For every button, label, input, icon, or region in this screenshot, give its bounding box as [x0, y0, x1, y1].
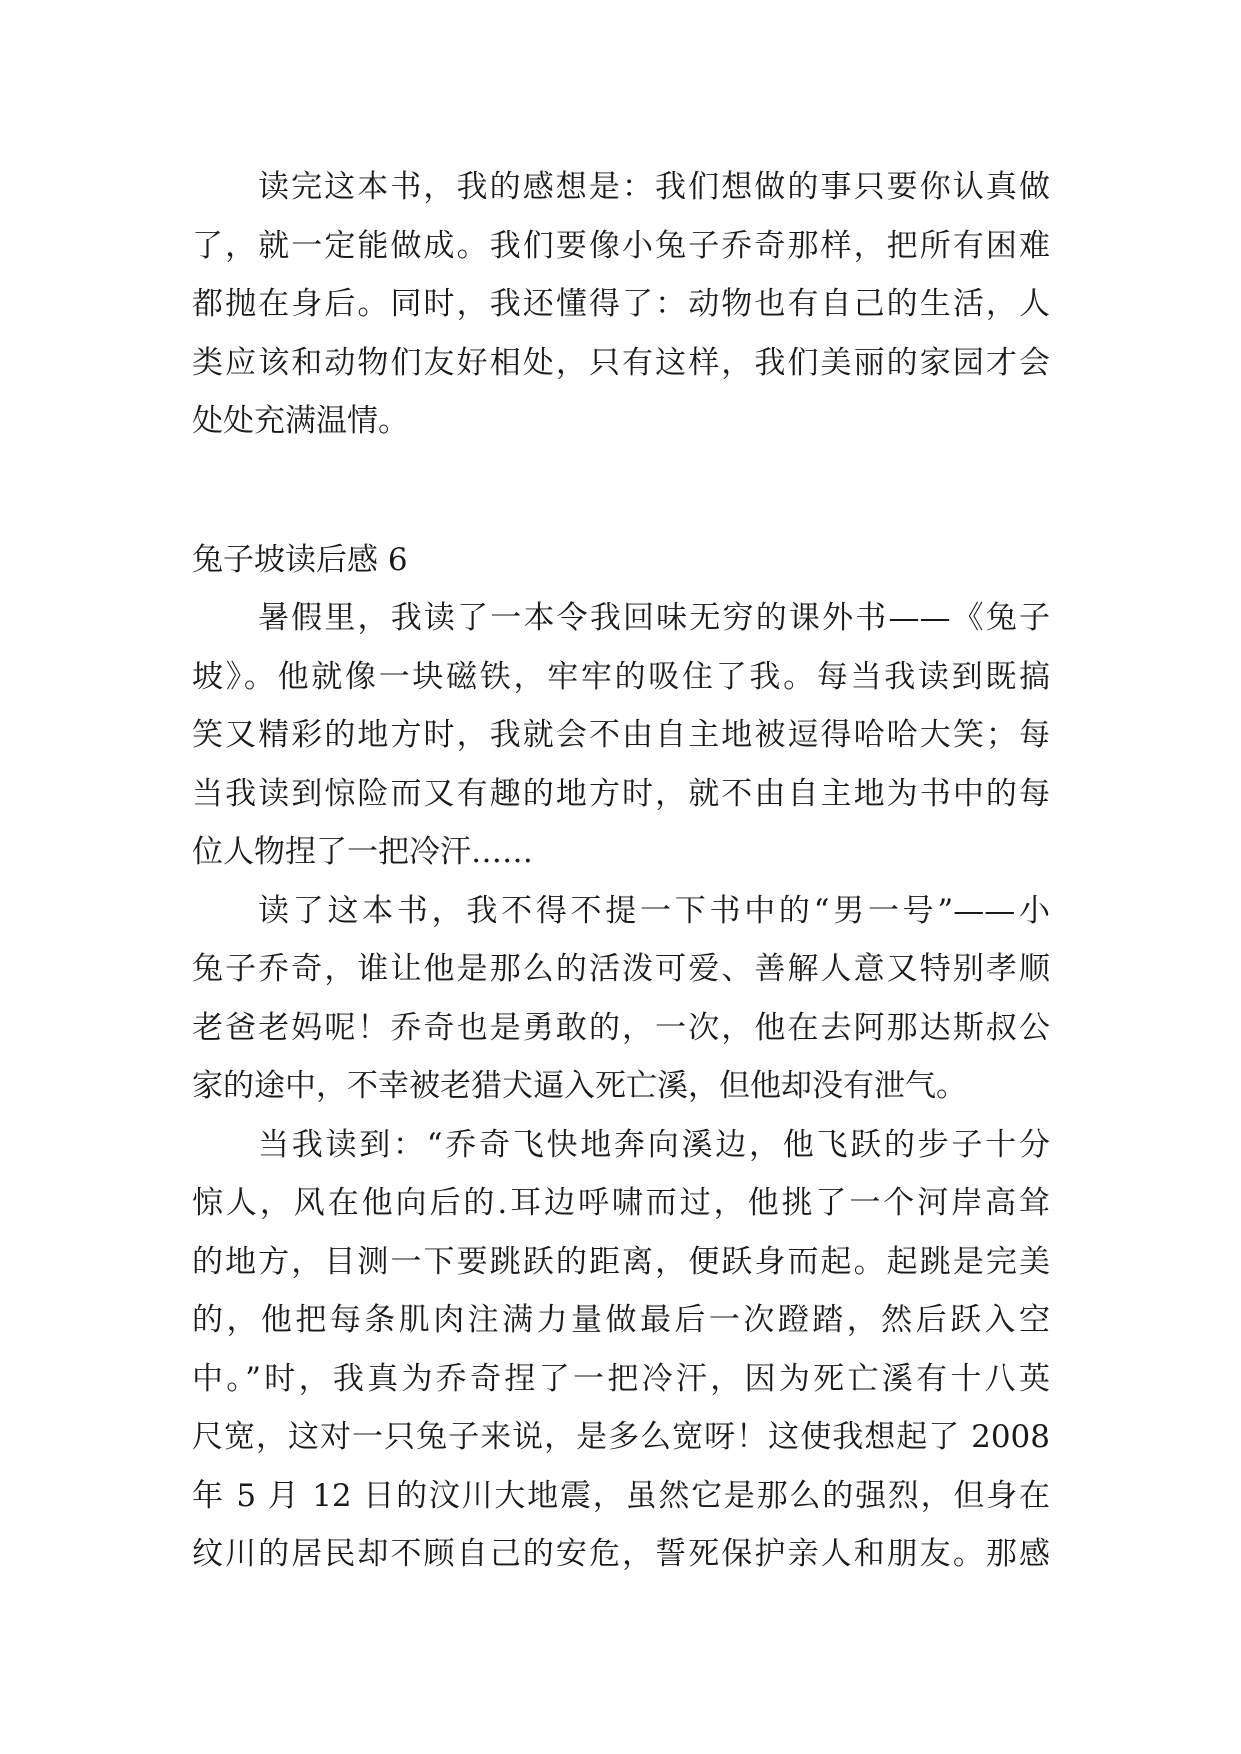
- paragraph-conclusion: [192, 158, 1050, 451]
- text-line: 坡》。他就像一块磁铁，牢牢的吸住了我。每当我读到既搞: [192, 658, 1050, 695]
- paragraph-summer: [192, 589, 1050, 882]
- text-line: 的地方，目测一下要跳跃的距离，便跃身而起。起跳是完美: [192, 1243, 1050, 1280]
- paragraph-gap: [192, 451, 1050, 531]
- text-line: 年 5 月 12 日的汶川大地震，虽然它是那么的强烈，但身在: [192, 1477, 1050, 1514]
- text-line: 处处充满温情。: [192, 403, 409, 439]
- text-line: 老爸老妈呢！乔奇也是勇敢的，一次，他在去阿那达斯叔公: [192, 1009, 1050, 1046]
- text-line: 家的途中，不幸被老猎犬逼入死亡溪，但他却没有泄气。: [192, 1068, 967, 1104]
- text-line: 纹川的居民却不顾自己的安危，誓死保护亲人和朋友。那感: [192, 1536, 1050, 1572]
- paragraph-character: [192, 882, 1050, 1116]
- text-line: 类应该和动物们友好相处，只有这样，我们美丽的家园才会: [192, 344, 1050, 381]
- text-line: 中。”时，我真为乔奇捏了一把冷汗，因为死亡溪有十八英: [192, 1360, 1050, 1397]
- text-line: 读完这本书，我的感想是：我们想做的事只要你认真做: [258, 169, 1050, 205]
- section-heading: 兔子坡读后感 6: [192, 541, 408, 578]
- text-line: 读了这本书，我不得不提一下书中的“男一号”——小: [258, 892, 1050, 929]
- text-line: 兔子乔奇，谁让他是那么的活泼可爱、善解人意又特别孝顺: [192, 951, 1050, 987]
- paragraph-quote: [192, 1116, 1050, 1584]
- text-line: 笑又精彩的地方时，我就会不由自主地被逗得哈哈大笑；每: [192, 717, 1050, 753]
- text-line: 都抛在身后。同时，我还懂得了：动物也有自己的生活，人: [192, 286, 1050, 322]
- text-line: 了，就一定能做成。我们要像小兔子乔奇那样，把所有困难: [192, 227, 1050, 264]
- text-line: 的，他把每条肌肉注满力量做最后一次蹬踏，然后跃入空: [192, 1302, 1050, 1338]
- document-body: [192, 158, 1050, 1584]
- text-line: 当我读到：“乔奇飞快地奔向溪边，他飞跃的步子十分: [258, 1126, 1050, 1163]
- text-line: 当我读到惊险而又有趣的地方时，就不由自主地为书中的每: [192, 775, 1050, 812]
- text-line: 暑假里，我读了一本令我回味无穷的课外书——《兔子: [258, 600, 1050, 636]
- text-line: 惊人，风在他向后的.耳边呼啸而过，他挑了一个河岸高耸: [192, 1185, 1050, 1221]
- text-line: 尺宽，这对一只兔子来说，是多么宽呀！这使我想起了 2008: [192, 1419, 1050, 1455]
- text-line: 位人物捏了一把冷汗……: [192, 834, 533, 870]
